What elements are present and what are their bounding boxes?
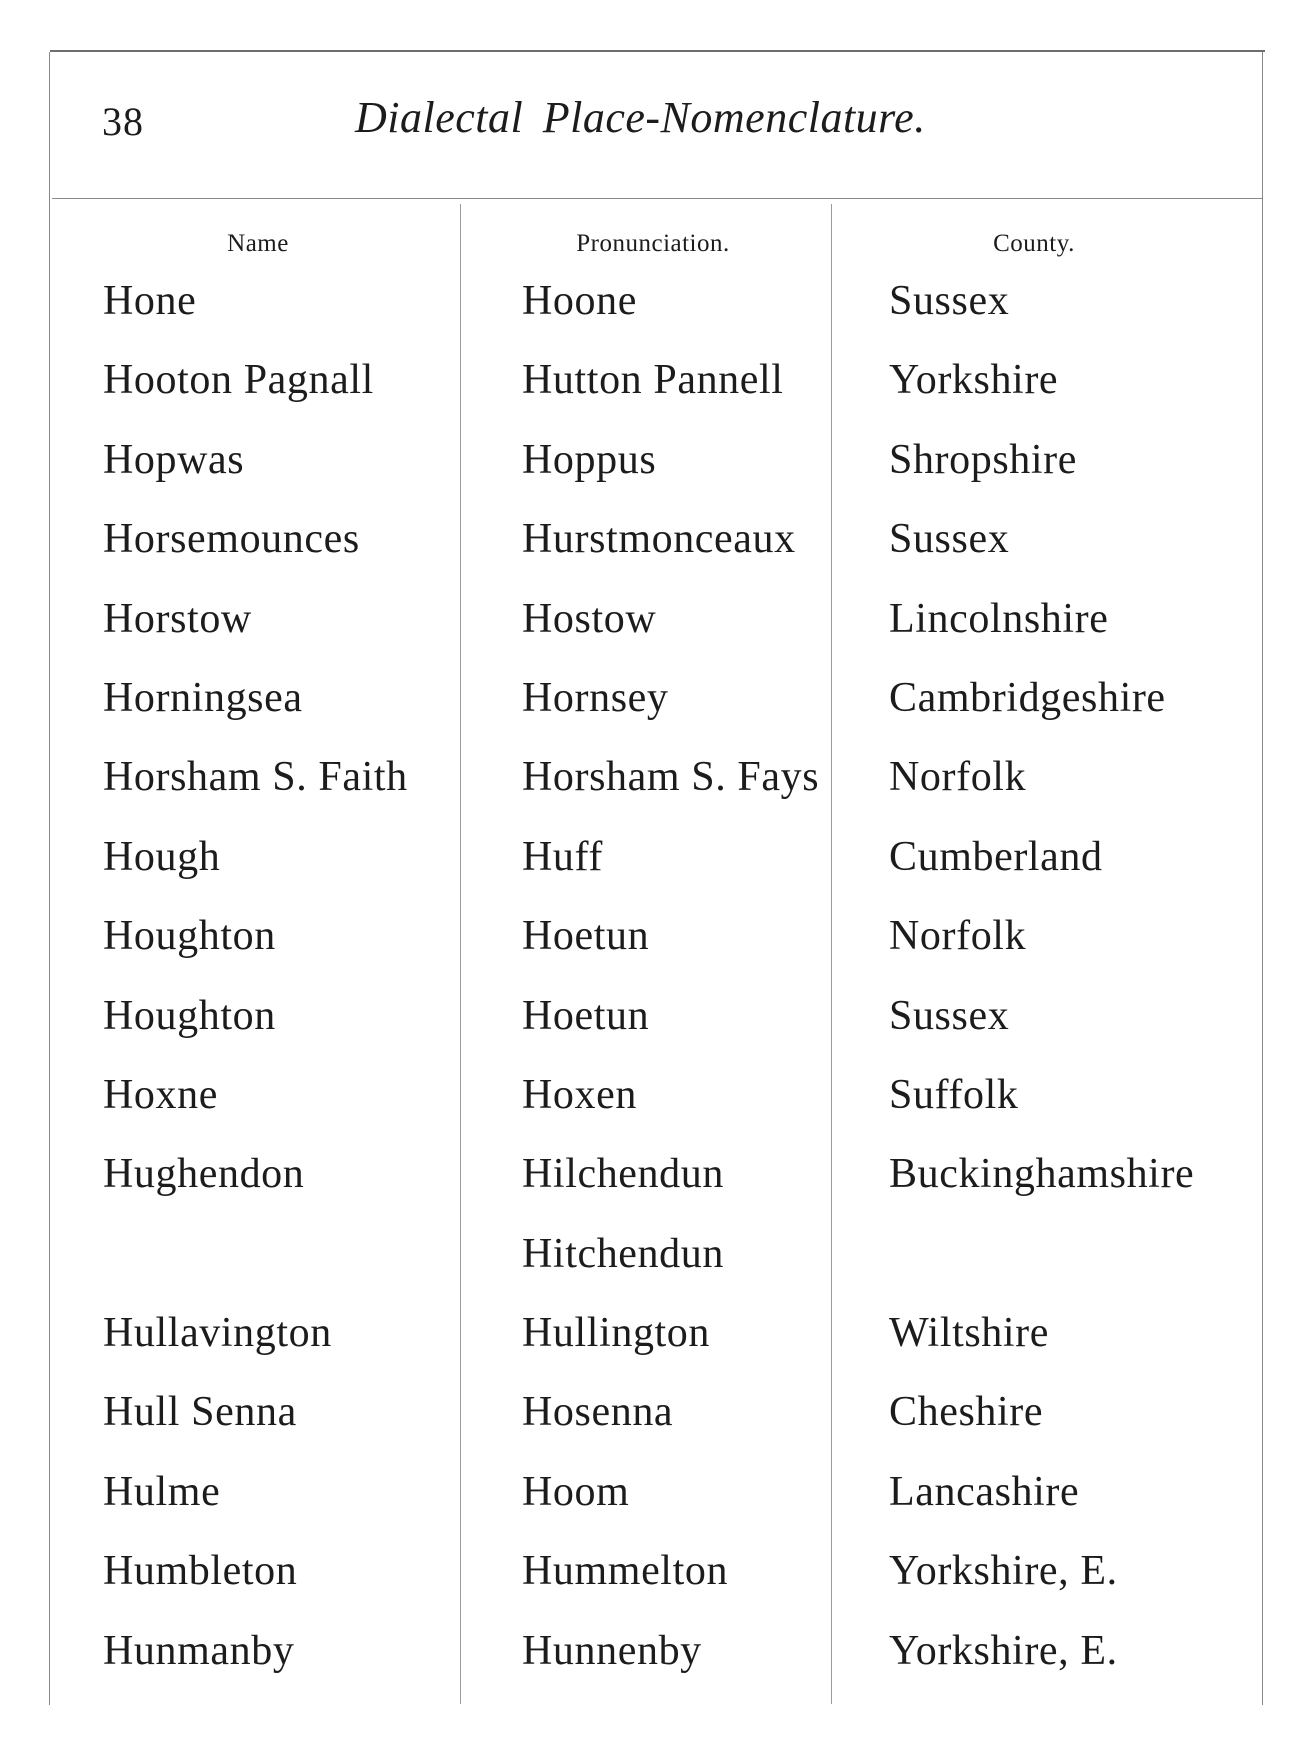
table-row — [0, 1149, 1298, 1228]
cell-county: Sussex — [889, 992, 1010, 1039]
cell-name: Hone — [103, 278, 197, 324]
table-row — [0, 1229, 1298, 1308]
cell-pronunciation: Hummelton — [522, 1548, 729, 1595]
table-row — [0, 991, 1298, 1070]
cell-county: Sussex — [889, 516, 1010, 563]
cell-name: Hopwas — [103, 436, 245, 483]
cell-pronunciation: Hoppus — [522, 436, 657, 483]
cell-name: Hooton Pagnall — [103, 357, 374, 404]
table-row — [0, 1070, 1298, 1149]
cell-county: Wiltshire — [889, 1310, 1050, 1357]
cell-name: Humbleton — [103, 1548, 298, 1595]
cell-name: Hunmanby — [103, 1627, 295, 1674]
cell-pronunciation: Horsham S. Fays — [522, 754, 820, 801]
cell-pronunciation: Hoxen — [522, 1071, 637, 1118]
cell-county: Suffolk — [889, 1071, 1019, 1118]
cell-pronunciation: Hoetun — [522, 913, 650, 960]
table-row — [0, 1626, 1298, 1705]
table-row — [0, 673, 1298, 752]
table-row — [0, 1308, 1298, 1387]
cell-pronunciation: Hoom — [522, 1468, 630, 1515]
cell-pronunciation: Hunnenby — [522, 1627, 702, 1674]
table-row — [0, 1546, 1298, 1625]
table-row — [0, 1467, 1298, 1546]
cell-county: Yorkshire, E. — [889, 1548, 1118, 1595]
cell-county: Yorkshire, E. — [889, 1627, 1118, 1674]
cell-name: Horsemounces — [103, 516, 360, 563]
cell-name: Houghton — [103, 913, 276, 960]
cell-name: Hughendon — [103, 1151, 305, 1198]
cell-county: Cumberland — [889, 833, 1103, 880]
top-border-rule — [50, 50, 1265, 52]
cell-name: Hulme — [103, 1468, 221, 1515]
cell-pronunciation: Hoone — [522, 278, 637, 324]
table-row — [0, 594, 1298, 673]
table-row — [0, 355, 1298, 434]
cell-county: Buckinghamshire — [889, 1151, 1195, 1198]
cell-name: Hoxne — [103, 1071, 218, 1118]
column-header-county: County. — [993, 230, 1075, 257]
cell-pronunciation: Hitchendun — [522, 1230, 724, 1277]
page-number: 38 — [102, 99, 144, 144]
cell-county: Norfolk — [889, 913, 1027, 960]
cell-name: Houghton — [103, 992, 276, 1039]
table-row — [0, 276, 1298, 355]
table-row — [0, 435, 1298, 514]
cell-pronunciation: Hurstmonceaux — [522, 516, 796, 563]
cell-pronunciation: Hosenna — [522, 1389, 674, 1436]
cell-county: Norfolk — [889, 754, 1027, 801]
column-header-name: Name — [227, 230, 289, 257]
table-row — [0, 832, 1298, 911]
cell-county: Shropshire — [889, 436, 1077, 483]
table-row — [0, 1387, 1298, 1466]
cell-name: Hull Senna — [103, 1389, 297, 1436]
header-divider-rule — [52, 198, 1262, 199]
table-row — [0, 514, 1298, 593]
cell-name: Horningsea — [103, 674, 303, 721]
cell-county: Cambridgeshire — [889, 674, 1166, 721]
cell-county: Sussex — [889, 278, 1010, 324]
cell-pronunciation: Hilchendun — [522, 1151, 724, 1198]
cell-name: Hullavington — [103, 1310, 332, 1357]
cell-name: Horstow — [103, 595, 252, 642]
cell-pronunciation: Hostow — [522, 595, 657, 642]
cell-county: Cheshire — [889, 1389, 1044, 1436]
cell-name: Horsham S. Faith — [103, 754, 408, 801]
cell-pronunciation: Hoetun — [522, 992, 650, 1039]
cell-county: Yorkshire — [889, 357, 1059, 404]
cell-pronunciation: Hornsey — [522, 674, 669, 721]
running-title: Dialectal Place-Nomenclature. — [355, 93, 926, 142]
place-name-table — [0, 276, 1298, 1705]
cell-county: Lincolnshire — [889, 595, 1109, 642]
cell-name: Hough — [103, 833, 221, 880]
cell-pronunciation: Huff — [522, 833, 603, 880]
table-row — [0, 911, 1298, 990]
cell-pronunciation: Hullington — [522, 1310, 711, 1357]
column-header-pronunciation: Pronunciation. — [576, 230, 730, 257]
cell-county: Lancashire — [889, 1468, 1080, 1515]
table-row — [0, 752, 1298, 831]
cell-pronunciation: Hutton Pannell — [522, 357, 784, 404]
